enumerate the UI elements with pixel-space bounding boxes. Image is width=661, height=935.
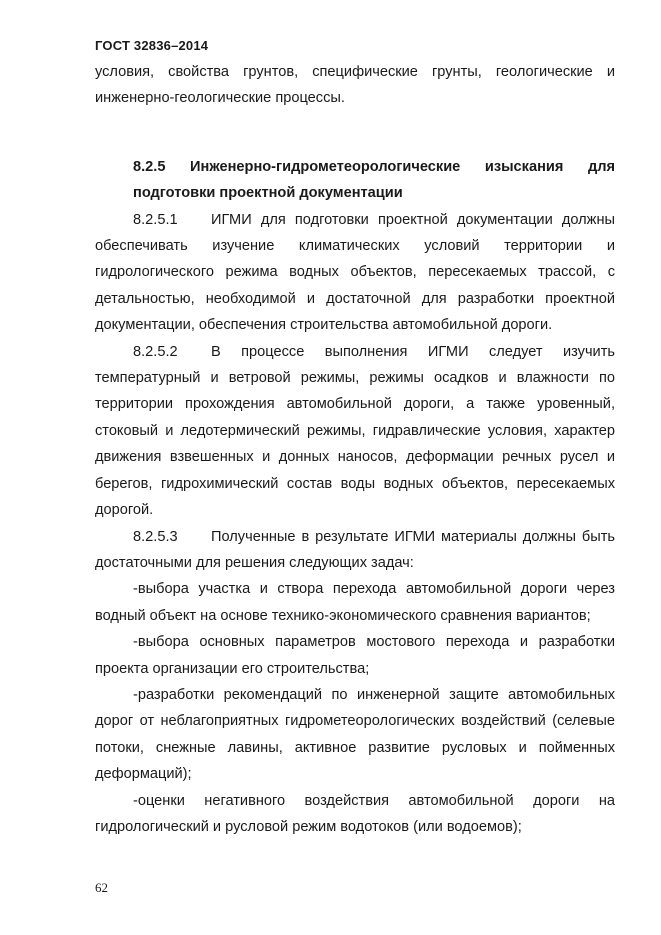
document-header: ГОСТ 32836–2014	[95, 38, 209, 53]
clause-number: 8.2.5.3	[133, 528, 178, 545]
page-number: 62	[95, 880, 108, 895]
clause-text: ИГМИ для подготовки проектной документации должны обеспечивать изучение климатических условий территории и гидрологического режима водных объектов, пересекаемых трассой, с детальностью, необходимой и достаточной для разработки проектной документации, обеспечения строительства автомобильной дороги.	[95, 211, 615, 334]
clause-text: В процессе выполнения ИГМИ следует изучить температурный и ветровой режимы, режимы осадков и влажности по территории прохождения автомобильной дороги, а также уровенный, стоковый и ледотермический режимы, гидравлические условия, характер движения взвешенных и донных наносов, деформации речных русел и берегов, гидрохимический состав воды водных объектов, пересекаемых дорогой.	[95, 343, 615, 519]
clause-number: 8.2.5.2	[133, 343, 178, 360]
clause-number: 8.2.5.1	[133, 211, 178, 228]
list-item: -выбора участка и створа перехода автомобильной дороги через водный объект на основе технико-экономического сравнения вариантов;	[95, 581, 615, 624]
list-item: -оценки негативного воздействия автомобильной дороги на гидрологический и русловой режим водотоков (или водоемов);	[95, 792, 615, 835]
list-item: -разработки рекомендаций по инженерной защите автомобильных дорог от неблагоприятных гидрометеорологических воздействий (селевые потоки, снежные лавины, активное развитие русловых и пойменных деформаций);	[95, 686, 615, 783]
section-heading: 8.2.5 Инженерно-гидрометеорологические изыскания для подготовки проектной документации	[133, 158, 615, 202]
clause-paragraph	[95, 339, 615, 524]
clause-text: Полученные в результате ИГМИ материалы должны быть достаточными для решения следующих задач:	[95, 528, 615, 571]
continuation-paragraph: условия, свойства грунтов, специфические грунты, геологические и инженерно-геологические процессы.	[95, 64, 615, 107]
document-body	[95, 59, 615, 840]
list-item: -выбора основных параметров мостового перехода и разработки проекта организации его строительства;	[95, 634, 615, 677]
clause-paragraph	[95, 207, 615, 339]
clause-paragraph	[95, 524, 615, 577]
